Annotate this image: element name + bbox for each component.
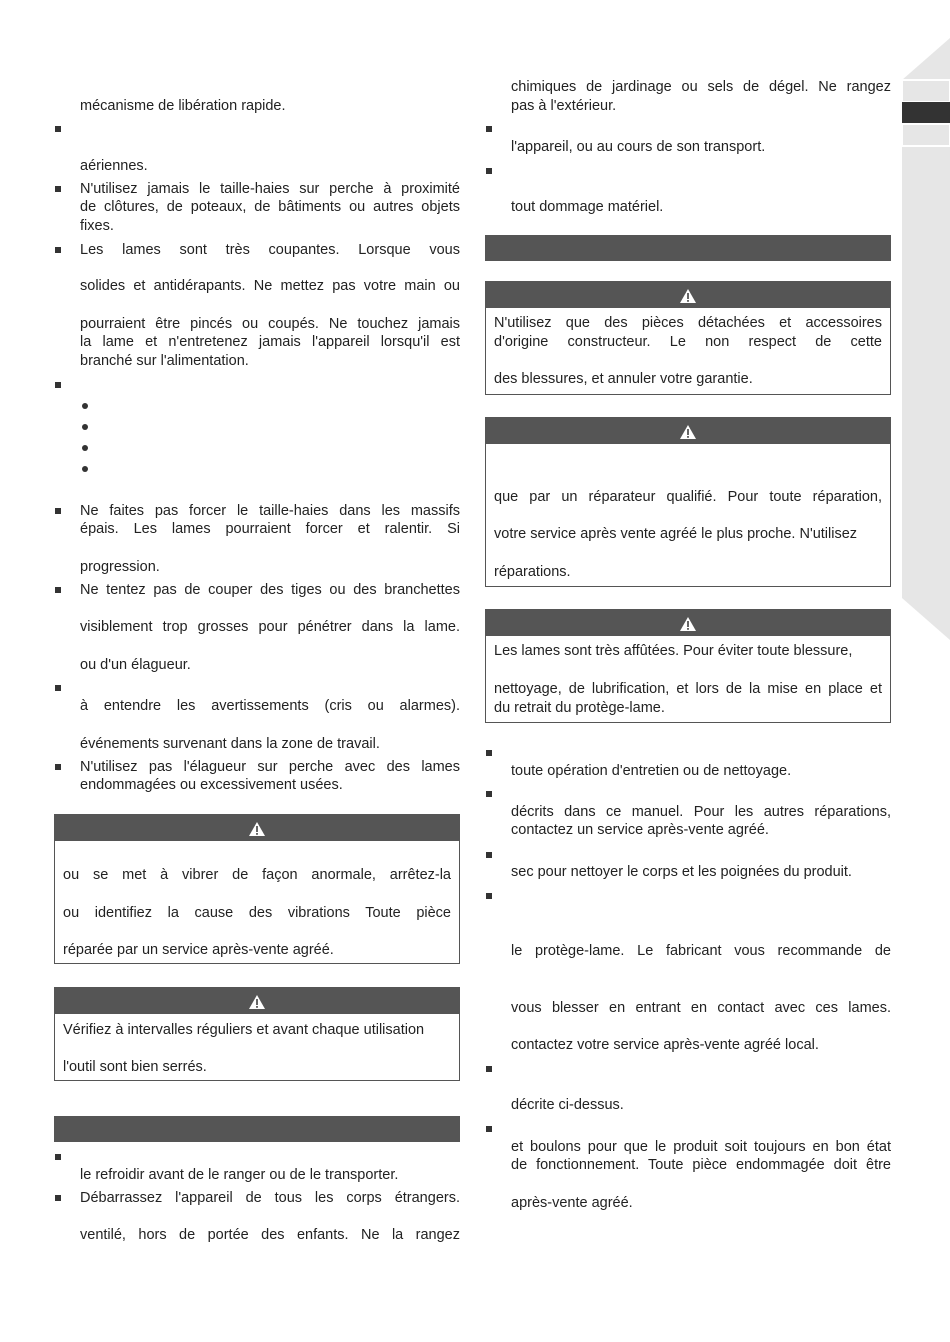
bullet xyxy=(486,126,492,132)
warning-text: Les lames sont très affûtées. Pour éviter toute blessure, xyxy=(494,643,853,659)
warning-box xyxy=(54,814,460,964)
warning-text: N'utilisez que des pièces détachées et accessoires xyxy=(494,315,882,331)
text-line: événements survenant dans la zone de travail. xyxy=(80,736,380,752)
sub-bullet xyxy=(82,466,88,472)
sub-bullet xyxy=(82,445,88,451)
text-line: ventilé, hors de portée des enfants. Ne la rangez xyxy=(80,1227,460,1243)
text-line: visiblement trop grosses pour pénétrer dans la lame. xyxy=(80,619,460,635)
text-line: ou d'un élagueur. xyxy=(80,657,191,673)
text-line: chimiques de jardinage ou sels de dégel. Ne rangez xyxy=(511,79,891,95)
text-line: Ne faites pas forcer le taille-haies dans les massifs xyxy=(80,503,460,519)
warning-box xyxy=(54,987,460,1081)
text-line: Débarrassez l'appareil de tous les corps étrangers. xyxy=(80,1190,460,1206)
warning-box xyxy=(485,281,891,395)
text-line: solides et antidérapants. Ne mettez pas votre main ou xyxy=(80,278,460,294)
sub-bullet xyxy=(82,403,88,409)
warning-header xyxy=(55,988,459,1014)
warning-icon xyxy=(248,821,266,837)
text-line: N'utilisez jamais le taille-haies sur perche à proximité xyxy=(80,181,460,197)
text-line: l'appareil, ou au cours de son transport. xyxy=(511,139,766,155)
warning-text: l'outil sont bien serrés. xyxy=(63,1059,207,1075)
warning-text: ou identifiez la cause des vibrations Toute pièce xyxy=(63,905,451,921)
text-line: la lame et n'entretenez jamais l'appareil lorsqu'il est xyxy=(80,334,460,350)
bullet xyxy=(486,852,492,858)
warning-box xyxy=(485,417,891,587)
text-line: pas à l'extérieur. xyxy=(511,98,617,114)
text-line: le refroidir avant de le ranger ou de le transporter. xyxy=(80,1167,399,1183)
text-line: épais. Les lames pourraient forcer et ralentir. Si xyxy=(80,521,460,537)
bullet xyxy=(55,186,61,192)
warning-text: nettoyage, de lubrification, et lors de la mise en place et xyxy=(494,681,882,697)
warning-text: des blessures, et annuler votre garantie. xyxy=(494,371,753,387)
warning-icon xyxy=(679,288,697,304)
bullet xyxy=(55,382,61,388)
bullet xyxy=(55,247,61,253)
text-line: et boulons pour que le produit soit toujours en bon état xyxy=(511,1139,891,1155)
bullet xyxy=(486,791,492,797)
text-line: pourraient être pincés ou coupés. Ne touchez jamais xyxy=(80,316,460,332)
bullet xyxy=(55,126,61,132)
page-edge-tab xyxy=(902,0,950,1342)
text-line: N'utilisez pas l'élagueur sur perche avec des lames xyxy=(80,759,460,775)
text-line: sec pour nettoyer le corps et les poignées du produit. xyxy=(511,864,852,880)
warning-text: du retrait du protège-lame. xyxy=(494,700,665,716)
text-line: à entendre les avertissements (cris ou alarmes). xyxy=(80,698,460,714)
bullet xyxy=(486,1126,492,1132)
bullet xyxy=(486,750,492,756)
warning-header xyxy=(486,610,890,636)
warning-icon xyxy=(679,616,697,632)
bullet xyxy=(55,764,61,770)
bullet xyxy=(55,1154,61,1160)
text-line: le protège-lame. Le fabricant vous recommande de xyxy=(511,943,891,959)
sub-bullet xyxy=(82,424,88,430)
bullet xyxy=(55,587,61,593)
text-line: progression. xyxy=(80,559,160,575)
bullet xyxy=(486,168,492,174)
section-heading-bar xyxy=(54,1116,460,1142)
text-line: décrite ci-dessus. xyxy=(511,1097,624,1113)
text-line: de fonctionnement. Toute pièce endommagée doit être xyxy=(511,1157,891,1173)
bullet xyxy=(55,508,61,514)
text-line: contactez un service après-vente agréé. xyxy=(511,822,769,838)
text-line: décrits dans ce manuel. Pour les autres réparations, xyxy=(511,804,891,820)
warning-text: réparations. xyxy=(494,564,571,580)
text-line: tout dommage matériel. xyxy=(511,199,664,215)
warning-text: réparée par un service après-vente agréé. xyxy=(63,942,334,958)
warning-text: ou se met à vibrer de façon anormale, arrêtez-la xyxy=(63,867,451,883)
warning-header xyxy=(486,282,890,308)
text-line: vous blesser en entrant en contact avec ces lames. xyxy=(511,1000,891,1016)
warning-header xyxy=(55,815,459,841)
section-heading-bar xyxy=(485,235,891,261)
bullet xyxy=(55,1195,61,1201)
warning-text: que par un réparateur qualifié. Pour toute réparation, xyxy=(494,489,882,505)
text-line: Ne tentez pas de couper des tiges ou des branchettes xyxy=(80,582,460,598)
text-line: contactez votre service après-vente agréé local. xyxy=(511,1037,819,1053)
bullet xyxy=(55,685,61,691)
warning-icon xyxy=(679,424,697,440)
text-line: mécanisme de libération rapide. xyxy=(80,98,286,114)
warning-text: votre service après vente agréé le plus proche. N'utilisez xyxy=(494,526,858,542)
warning-text: Vérifiez à intervalles réguliers et avant chaque utilisation xyxy=(63,1022,425,1038)
bullet xyxy=(486,1066,492,1072)
text-line: endommagées ou excessivement usées. xyxy=(80,777,343,793)
text-line: Les lames sont très coupantes. Lorsque vous xyxy=(80,242,460,258)
warning-header xyxy=(486,418,890,444)
text-line: de clôtures, de poteaux, de bâtiments ou autres objets xyxy=(80,199,460,215)
text-line: après-vente agréé. xyxy=(511,1195,633,1211)
text-line: fixes. xyxy=(80,218,114,234)
warning-icon xyxy=(248,994,266,1010)
bullet xyxy=(486,893,492,899)
warning-text: d'origine constructeur. Le non respect de cette xyxy=(494,334,882,350)
text-line: branché sur l'alimentation. xyxy=(80,353,249,369)
warning-box xyxy=(485,609,891,723)
text-line: toute opération d'entretien ou de nettoyage. xyxy=(511,763,792,779)
text-line: aériennes. xyxy=(80,158,148,174)
